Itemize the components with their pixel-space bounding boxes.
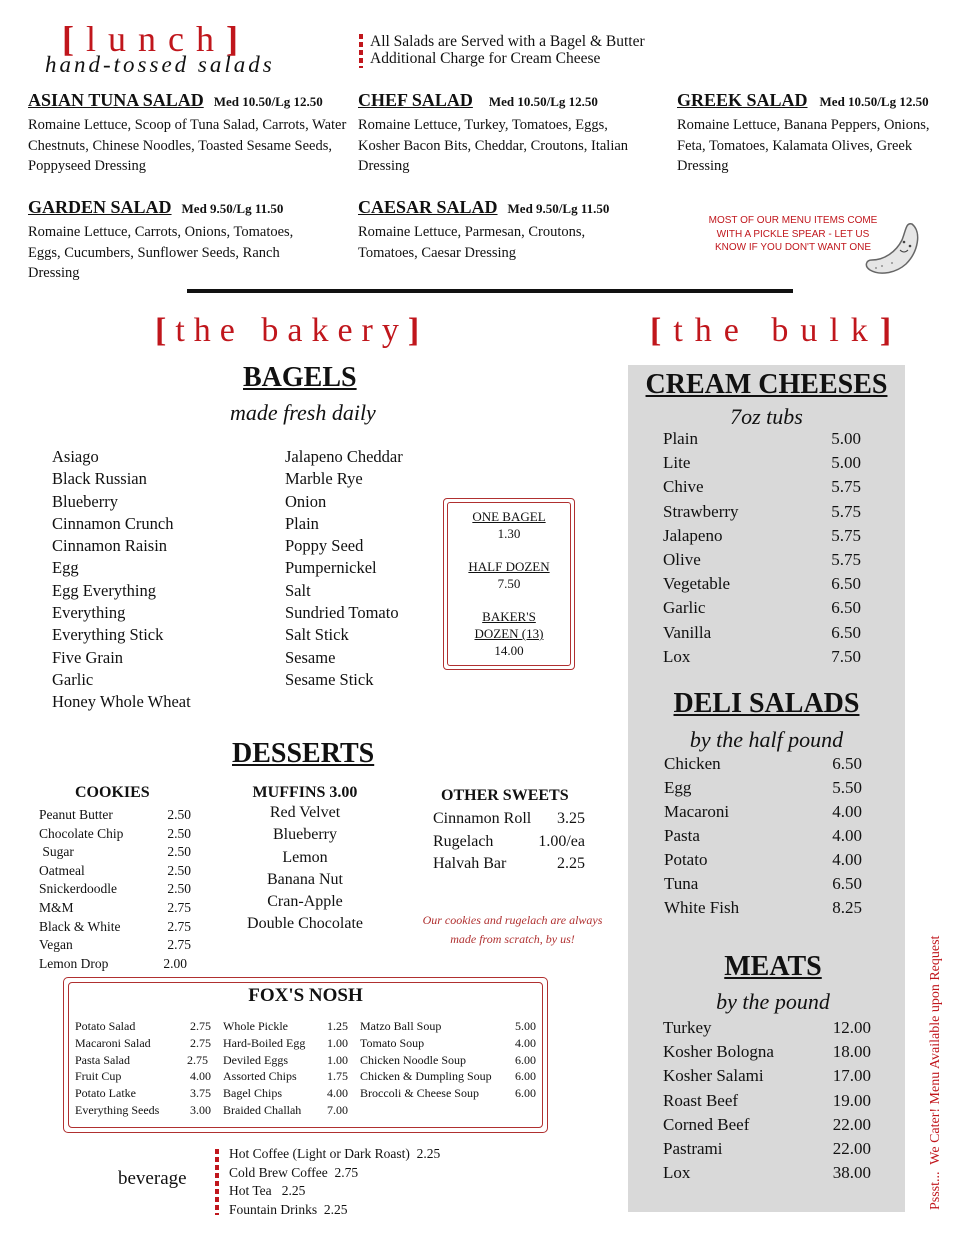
bakery-title: [the bakery]: [155, 312, 429, 349]
cream-row: Vanilla 6.50: [663, 622, 861, 642]
deli-row: Chicken 6.50: [664, 754, 862, 773]
pricing-label: DOZEN (13): [474, 626, 544, 641]
beverage-item: Cold Brew Coffee 2.75: [229, 1164, 359, 1180]
lunch-note: Additional Charge for Cream Cheese: [370, 50, 601, 67]
nosh-row: Whole Pickle 1.25: [223, 1019, 348, 1033]
salad-desc: Romaine Lettuce, Banana Peppers, Onions, Feta, Tomatoes, Kalamata Olives, Greek Dressing: [677, 117, 930, 174]
nosh-row: Braided Challah 7.00: [223, 1102, 348, 1117]
nosh-row: Potato Latke 3.75: [75, 1086, 211, 1101]
nosh-row: Potato Salad 2.75: [75, 1019, 211, 1033]
salad-chef: [358, 90, 648, 177]
bagel-item: Marble Rye: [285, 469, 363, 489]
nosh-row: Hard-Boiled Egg 1.00: [223, 1035, 348, 1050]
nosh-row: Fruit Cup 4.00: [75, 1069, 211, 1084]
deli-row: Macaroni 4.00: [664, 802, 862, 821]
salad-desc: Romaine Lettuce, Carrots, Onions, Tomatoes, Eggs, Cucumbers, Sunflower Seeds, Ranch Dressing: [28, 224, 294, 281]
nosh-row: Chicken Noodle Soup 6.00: [360, 1052, 536, 1067]
bagel-item: Onion: [285, 491, 327, 511]
cream-row: Plain 5.00: [663, 429, 861, 448]
bagel-item: Salt Stick: [285, 625, 349, 645]
meat-row: Pastrami 22.00: [663, 1139, 871, 1159]
cream-cheese-list: [663, 427, 861, 669]
pickle-note-line: WITH A PICKLE SPEAR - LET US: [716, 228, 870, 240]
muffins-block: [200, 784, 410, 936]
bagel-item: Everything Stick: [52, 625, 164, 645]
bagel-item: Sesame: [285, 647, 336, 667]
nosh-row: Macaroni Salad 2.75: [75, 1035, 211, 1050]
lunch-note: All Salads are Served with a Bagel & Butter: [370, 33, 645, 50]
meat-row: Kosher Bologna 18.00: [663, 1042, 871, 1062]
pickle-note-line: KNOW IF YOU DON'T WANT ONE: [715, 242, 871, 253]
other-sweets-heading: OTHER SWEETS: [441, 787, 569, 804]
cookie-row: Chocolate Chip 2.50: [39, 825, 191, 841]
bagel-item: Cinnamon Crunch: [52, 513, 174, 533]
salad-desc: Romaine Lettuce, Scoop of Tuna Salad, Carrots, Water Chestnuts, Chinese Noodles, Toasted Sesame Seeds, Poppyseed Dressing: [28, 117, 347, 174]
lunch-title: [lunch]: [62, 19, 250, 59]
meat-row: Kosher Salami 17.00: [663, 1066, 871, 1086]
salad-price: Med 9.50/Lg 11.50: [181, 201, 284, 216]
deli-row: Egg 5.50: [664, 778, 862, 797]
nosh-row: Bagel Chips 4.00: [223, 1086, 348, 1101]
pickle-icon: [862, 218, 924, 278]
beverage-list: [229, 1145, 440, 1220]
bagel-item: Jalapeno Cheddar: [285, 447, 403, 466]
cookie-row: Lemon Drop 2.00: [39, 955, 187, 971]
beverage-item: Hot Coffee (Light or Dark Roast) 2.25: [229, 1146, 441, 1161]
cream-row: Vegetable 6.50: [663, 574, 861, 594]
nosh-col-3: [360, 1018, 536, 1102]
meats-heading: MEATS: [724, 951, 822, 982]
bagel-item: Pumpernickel: [285, 558, 377, 578]
deli-salads-subtitle: by the half pound: [689, 727, 844, 752]
cream-row: Lox 7.50: [663, 646, 861, 666]
bagel-item: Black Russian: [52, 469, 147, 489]
salad-name: GREEK SALAD: [677, 90, 808, 110]
lunch-notes: [370, 33, 645, 67]
nosh-col-1: [75, 1018, 211, 1119]
cream-cheeses-heading: CREAM CHEESES: [645, 369, 888, 400]
cream-row: Strawberry 5.75: [663, 501, 861, 521]
deli-row: Tuna 6.50: [664, 874, 862, 893]
pricing-price: 7.50: [497, 576, 521, 591]
bagel-item: Sesame Stick: [285, 669, 374, 689]
meat-row: Turkey 12.00: [663, 1018, 871, 1037]
salad-name: GARDEN SALAD: [28, 197, 172, 217]
other-sweets-list: [433, 808, 585, 876]
bagel-pricing-box: [443, 498, 575, 670]
muffin-item: Cran-Apple: [267, 893, 343, 911]
salad-price: Med 10.50/Lg 12.50: [213, 94, 323, 109]
salad-asian-tuna: [28, 90, 348, 177]
cookie-row: Vegan 2.75: [39, 937, 191, 953]
cookie-row: Oatmeal 2.50: [39, 862, 191, 878]
other-sweet-row: Halvah Bar 2.25: [433, 855, 585, 872]
cream-cheeses-subtitle: 7oz tubs: [730, 404, 803, 429]
nosh-row: Everything Seeds 3.00: [75, 1102, 211, 1117]
foxs-nosh-box: [63, 977, 548, 1133]
cookies-heading: COOKIES: [75, 784, 150, 801]
cookie-row: Sugar 2.50: [39, 844, 191, 860]
scratch-note-line: made from scratch, by us!: [450, 932, 575, 946]
muffin-item: Red Velvet: [269, 804, 341, 821]
other-sweet-row: Rugelach 1.00/ea: [433, 832, 585, 850]
deli-row: Pasta 4.00: [664, 826, 862, 845]
bagel-item: Salt: [285, 580, 311, 600]
pricing-label: HALF DOZEN: [468, 559, 550, 574]
section-divider: [187, 289, 793, 293]
beverage-bar: [215, 1149, 219, 1215]
cream-row: Jalapeno 5.75: [663, 525, 861, 545]
meat-row: Lox 38.00: [663, 1163, 871, 1183]
salad-name: CHEF SALAD: [358, 90, 473, 110]
meat-row: Corned Beef 22.00: [663, 1114, 871, 1134]
salad-price: Med 10.50/Lg 12.50: [488, 94, 598, 109]
bagel-item: Plain: [285, 513, 319, 533]
bagel-item: Poppy Seed: [285, 536, 364, 556]
cookie-row: M&M 2.75: [39, 899, 191, 915]
beverage-item: Fountain Drinks 2.25: [229, 1202, 348, 1218]
salad-price: Med 10.50/Lg 12.50: [819, 94, 929, 109]
scratch-note-line: Our cookies and rugelach are always: [422, 913, 603, 927]
bulk-title: [the bulk]: [650, 312, 904, 349]
salad-desc: Romaine Lettuce, Parmesan, Croutons, Tomatoes, Caesar Dressing: [358, 224, 586, 261]
deli-row: White Fish 8.25: [664, 898, 862, 917]
bagel-item: Five Grain: [52, 647, 124, 667]
meat-row: Roast Beef 19.00: [663, 1090, 871, 1110]
cream-row: Chive 5.75: [663, 477, 861, 497]
nosh-row: Matzo Ball Soup 5.00: [360, 1019, 536, 1033]
bagels-list-2: [285, 446, 403, 691]
pickle-note-line: MOST OF OUR MENU ITEMS COME: [708, 215, 878, 226]
other-sweet-row: Cinnamon Roll 3.25: [433, 810, 585, 827]
nosh-row: Deviled Eggs 1.00: [223, 1052, 348, 1067]
salad-greek: [677, 90, 957, 177]
nosh-row: Chicken & Dumpling Soup 6.00: [360, 1069, 536, 1084]
lunch-notes-bar: [359, 34, 363, 68]
muffin-item: Banana Nut: [267, 870, 343, 888]
cater-note: Pssst... We Cater! Menu Available upon Request: [928, 935, 943, 1210]
bagel-item: Cinnamon Raisin: [52, 536, 168, 556]
pickle-note: [698, 214, 888, 255]
bagels-subtitle: made fresh daily: [230, 400, 376, 425]
cream-row: Olive 5.75: [663, 550, 861, 570]
pricing-label: BAKER'S: [482, 609, 536, 624]
pricing-price: 1.30: [497, 526, 521, 541]
cookie-row: Peanut Butter 2.50: [39, 807, 191, 822]
nosh-col-2: [223, 1018, 348, 1119]
bagels-heading: BAGELS: [243, 362, 357, 393]
cookie-row: Snickerdoodle 2.50: [39, 881, 191, 897]
muffin-item: Lemon: [282, 848, 328, 866]
salad-caesar: [358, 197, 648, 263]
bagel-item: Egg: [52, 558, 79, 578]
cookie-row: Black & White 2.75: [39, 918, 191, 934]
salad-garden: [28, 197, 318, 284]
nosh-row: Pasta Salad 2.75: [75, 1052, 208, 1067]
foxs-nosh-heading: FOX'S NOSH: [248, 985, 363, 1006]
bagel-item: Egg Everything: [52, 580, 157, 600]
muffin-item: Blueberry: [273, 826, 337, 844]
meats-subtitle: by the pound: [716, 989, 830, 1014]
bagel-item: Garlic: [52, 669, 94, 689]
lunch-subtitle: hand-tossed salads: [45, 52, 275, 77]
desserts-heading: DESSERTS: [232, 738, 375, 769]
deli-salads-list: [664, 752, 862, 920]
bagels-list-1: [52, 446, 191, 714]
beverage-item: Hot Tea 2.25: [229, 1183, 306, 1199]
muffins-heading: MUFFINS 3.00: [252, 784, 358, 801]
bagel-item: Everything: [52, 603, 126, 623]
salad-desc: Romaine Lettuce, Turkey, Tomatoes, Eggs, Kosher Bacon Bits, Cheddar, Croutons, Italian Dressing: [358, 117, 629, 174]
cream-row: Garlic 6.50: [663, 598, 861, 618]
nosh-row: Broccoli & Cheese Soup 6.00: [360, 1086, 536, 1101]
cream-row: Lite 5.00: [663, 453, 861, 473]
pricing-price: 14.00: [494, 643, 524, 658]
salad-name: CAESAR SALAD: [358, 197, 498, 217]
deli-row: Potato 4.00: [664, 850, 862, 869]
bagel-item: Blueberry: [52, 491, 118, 511]
salad-name: ASIAN TUNA SALAD: [28, 90, 204, 110]
cookies-list: [39, 806, 191, 973]
bagel-item: Honey Whole Wheat: [52, 692, 191, 712]
salad-price: Med 9.50/Lg 11.50: [507, 201, 610, 216]
bagel-item: Asiago: [52, 447, 99, 466]
deli-salads-heading: DELI SALADS: [673, 688, 860, 719]
beverage-label: beverage: [118, 1168, 187, 1189]
pricing-label: ONE BAGEL: [472, 509, 546, 524]
nosh-row: Tomato Soup 4.00: [360, 1035, 536, 1050]
scratch-note: [410, 911, 615, 949]
muffin-item: Double Chocolate: [247, 915, 363, 933]
nosh-row: Assorted Chips 1.75: [223, 1069, 348, 1084]
meats-list: [663, 1016, 871, 1185]
bagel-item: Sundried Tomato: [285, 603, 399, 623]
